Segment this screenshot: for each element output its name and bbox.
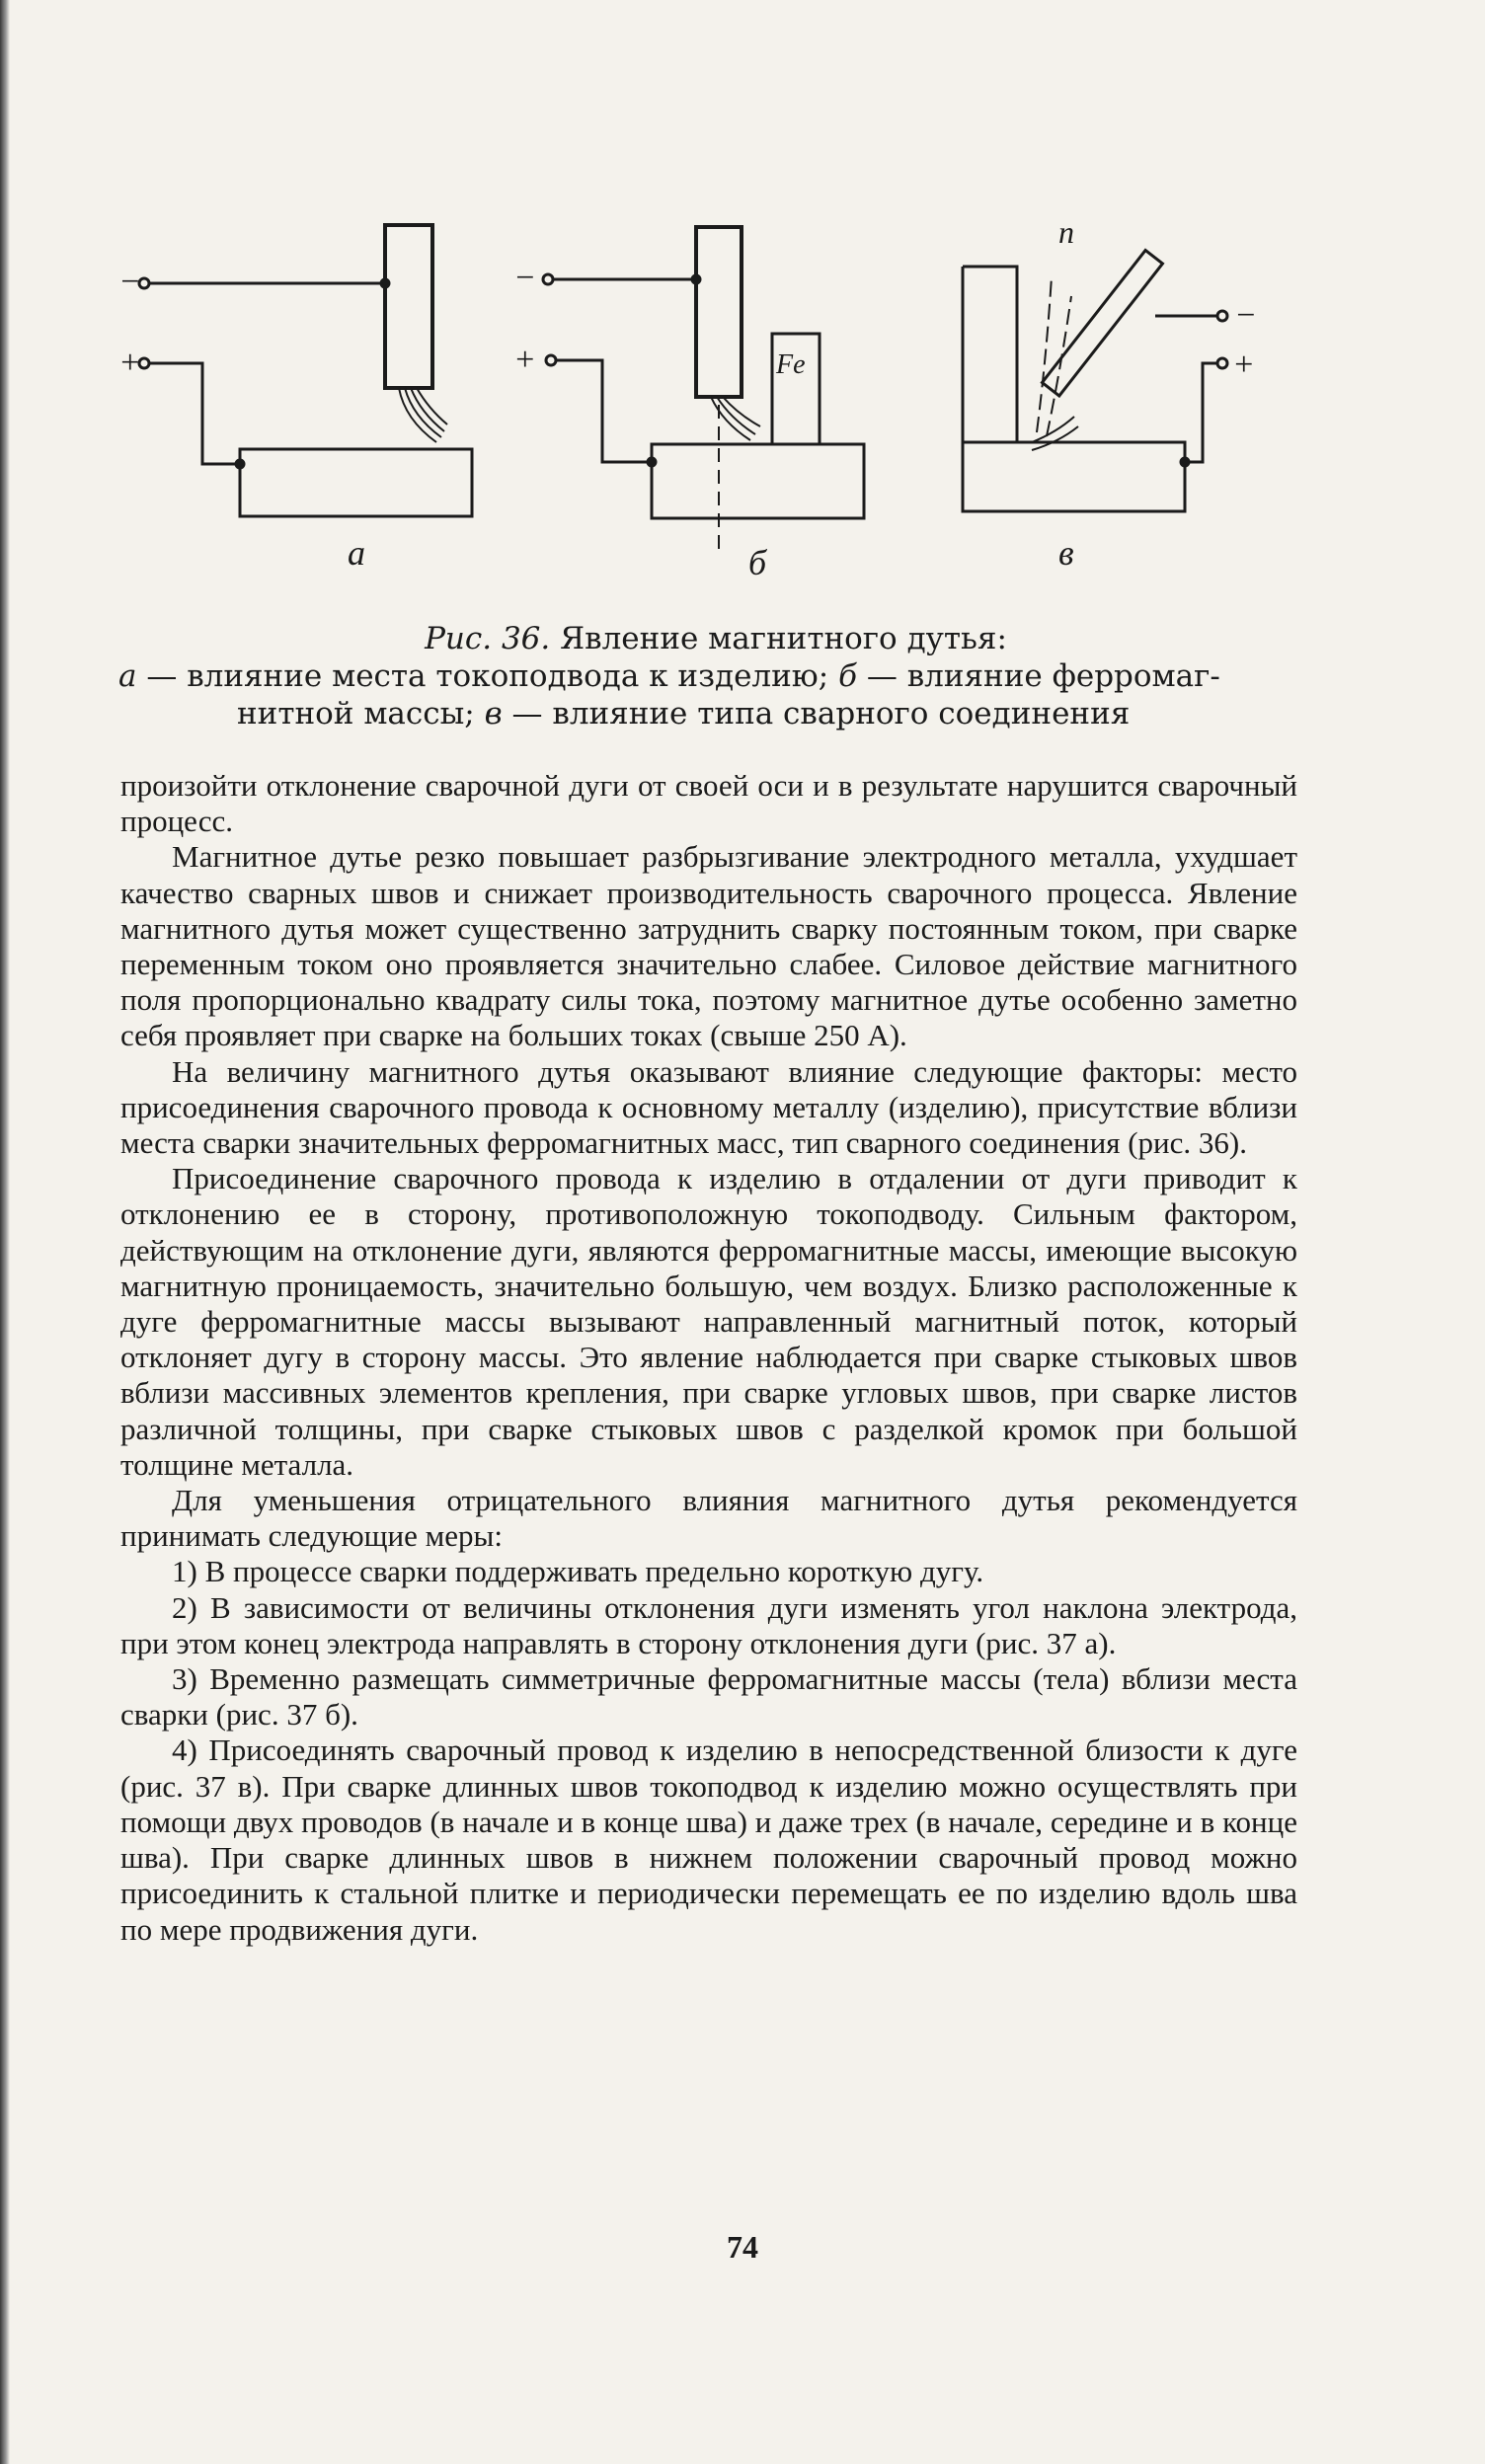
caption-title-text: Явление магнитного дутья: bbox=[560, 621, 1007, 656]
caption-a-text: — влияние места токоподвода к изделию; bbox=[136, 658, 839, 694]
panel-a-minus: − bbox=[118, 264, 141, 300]
list-item-2: 2) В зависимости от величины отклонения дуги изменять угол наклона электрода, при этом конец электрода направлять в сторону отклонения дуги (рис. 37 а). bbox=[120, 1589, 1297, 1660]
panel-b-plus: + bbox=[513, 342, 536, 378]
paragraph-2: Магнитное дутье резко повышает разбрызгивание электродного металла, ухудшает качество сварных швов и снижает производительность сварочного процесса. Явление магнитного дутья может существенно затруднить сварку постоянным током, при сварке переменным током оно проявляется значительно слабее. Силовое действие магнитного поля пропорционально квадрату силы тока, поэтому магнитное дутье особенно заметно себя проявляет при сварке на больших токах (свыше 250 А). bbox=[120, 839, 1297, 1053]
panel-v-label: в bbox=[1058, 533, 1074, 573]
paragraph-3: На величину магнитного дутья оказывают влияние следующие факторы: место присоединения сварочного провода к основному металлу (изделию), присутствие вблизи места сварки значительных ферромагнитных масс, тип сварного соединения (рис. 36). bbox=[120, 1053, 1297, 1161]
book-spine-shadow bbox=[0, 0, 10, 2464]
caption-title bbox=[118, 620, 1313, 657]
paragraph-4: Присоединение сварочного провода к изделию в отдалении от дуги приводит к отклонению ее в сторону, противоположную токоподводу. Сильным фактором, действующим на отклонение дуги, являются ферромагнитные массы, имеющие высокую магнитную проницаемость, значительно большую, чем воздух. Близко расположенные к дуге ферромагнитные массы вызывают направленный магнитный поток, который отклоняет дугу в сторону массы. Это явление наблюдается при сварке стыковых швов вблизи массивных элементов крепления, при сварке угловых швов, при сварке листов различной толщины, при сварке стыковых швов с разделкой кромок при большой толщине металла. bbox=[120, 1161, 1297, 1482]
magnetic-blow-diagram bbox=[118, 197, 1303, 592]
caption-b-text: — влияние ферромаг- bbox=[856, 658, 1220, 694]
panel-b-minus: − bbox=[513, 260, 536, 296]
caption-line2-text: нитной массы; bbox=[237, 696, 485, 732]
caption-v-letter: в bbox=[484, 696, 503, 732]
panel-b-fe-label: Fe bbox=[776, 349, 806, 380]
panel-b-label: б bbox=[748, 543, 767, 582]
caption-line-2 bbox=[118, 695, 1313, 732]
panel-v-plus: + bbox=[1232, 346, 1255, 383]
panel-b bbox=[513, 227, 864, 582]
list-item-4: 4) Присоединять сварочный провод к изделию в непосредственной близости к дуге (рис. 37 в). При сварке длинных швов токоподвод к изделию можно осуществлять при помощи двух проводов (в начале и в конце шва) и даже трех (в начале, середине и в конце шва). При сварке длинных швов в нижнем положении сварочный провод можно присоединить к стальной плитке и периодически перемещать ее по изделию вдоль шва по мере продвижения дуги. bbox=[120, 1732, 1297, 1947]
panel-a-label: а bbox=[348, 533, 365, 573]
figure-36 bbox=[118, 197, 1303, 592]
panel-a-plus: + bbox=[118, 345, 141, 381]
panel-a bbox=[118, 225, 472, 573]
paragraph-1: произойти отклонение сварочной дуги от своей оси и в результате нарушится сварочный процесс. bbox=[120, 768, 1297, 839]
body-text bbox=[120, 768, 1297, 1948]
list-item-1: 1) В процессе сварки поддерживать предельно короткую дугу. bbox=[172, 1554, 984, 1589]
page-number: 74 bbox=[727, 2229, 758, 2265]
caption-fig-number: Рис. 36. bbox=[425, 621, 551, 656]
caption-v-text: — влияние типа сварного соединения bbox=[502, 696, 1131, 732]
panel-v-minus: − bbox=[1234, 297, 1257, 334]
caption-b-letter: б bbox=[838, 658, 857, 694]
figure-caption bbox=[118, 620, 1313, 732]
panel-v bbox=[963, 214, 1257, 573]
caption-a-letter: а bbox=[118, 658, 137, 694]
caption-line-1 bbox=[118, 657, 1313, 695]
paragraph-5: Для уменьшения отрицательного влияния магнитного дутья рекомендуется принимать следующие меры: bbox=[120, 1483, 1297, 1554]
list-item-3: 3) Временно размещать симметричные ферромагнитные массы (тела) вблизи места сварки (рис. 37 б). bbox=[120, 1661, 1297, 1732]
panel-v-arc-letter: п bbox=[1058, 214, 1074, 250]
